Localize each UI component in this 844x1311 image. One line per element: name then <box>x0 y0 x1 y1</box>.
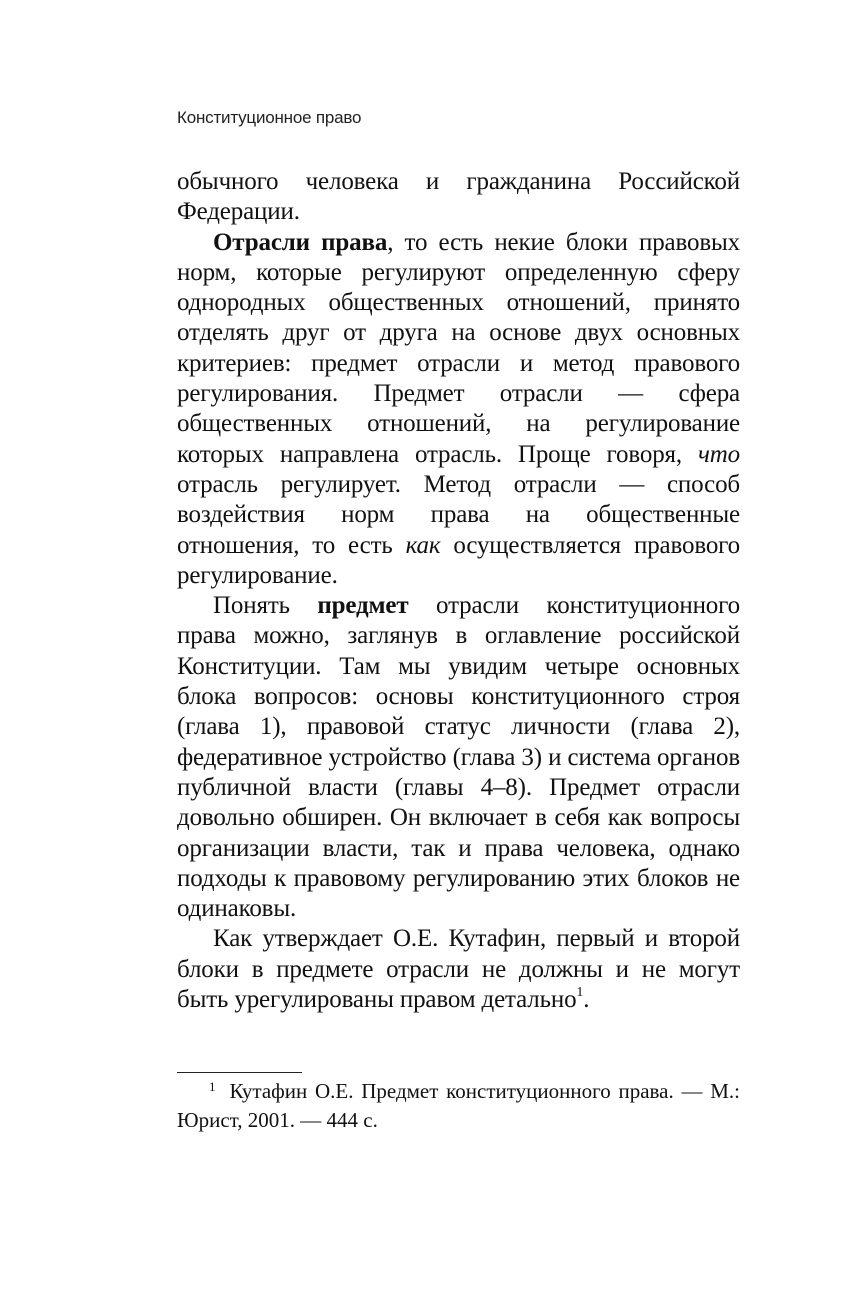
paragraph-3-text-a: Понять <box>213 592 318 620</box>
footnote-mark: 1 <box>209 1079 216 1094</box>
main-text <box>177 167 740 1015</box>
paragraph-4-text: Как утверждает О.Е. Кутафин, первый и второй блоки в предмете отрасли не должны и не могут быть урегулированы правом детально <box>177 925 740 1014</box>
paragraph-1-text: обычного человека и гражданина Российской Федерации. <box>177 168 740 226</box>
footnote <box>177 1078 740 1133</box>
footnote-divider <box>177 1072 302 1073</box>
term-subject: предмет <box>317 592 409 620</box>
paragraph-4 <box>177 924 740 1015</box>
paragraph-3-text-b: отрасли конституционного права можно, заглянув в оглавление российской Конституции. Там мы увидим четыре основных блока вопросов: основы конституционного строя (глава 1), правовой статус личности (глава 2), федеративное устройство (глава 3) и система органов публичной власти (главы 4–8). Предмет отрасли довольно обширен. Он включает в себя как вопросы организации власти, так и права человека, однако подходы к правовому регулированию этих блоков не одинаковы. <box>177 592 740 923</box>
emphasis-how: как <box>405 531 441 559</box>
footnote-reference[interactable]: 1 <box>576 984 584 1000</box>
term-branches-of-law: Отрасли права <box>213 228 388 256</box>
paragraph-1 <box>177 167 740 228</box>
paragraph-2-text-b: отрасль регулирует. Метод отрасли — способ воздействия норм права на общественные отношения, то есть <box>177 470 740 559</box>
paragraph-2-text-a: , то есть некие блоки правовых норм, которые регулируют определенную сферу однородных общественных отношений, принято отделять друг от друга на основе двух основных критериев: предмет отрасли и метод правового регулирования. Предмет отрасли — сфера общественных отношений, на регулирование которых направлена отрасль. Проще говоря, <box>177 228 740 468</box>
running-head: Конституционное право <box>177 108 362 127</box>
paragraph-2 <box>177 228 740 592</box>
paragraph-2-text-c: осуществляется правового регулирование. <box>177 531 740 589</box>
footnote-text: Кутафин О.Е. Предмет конституционного права. — М.: Юрист, 2001. — 444 с. <box>177 1079 740 1132</box>
paragraph-3 <box>177 591 740 924</box>
paragraph-4-end: . <box>583 986 590 1014</box>
emphasis-what: что <box>697 440 740 468</box>
